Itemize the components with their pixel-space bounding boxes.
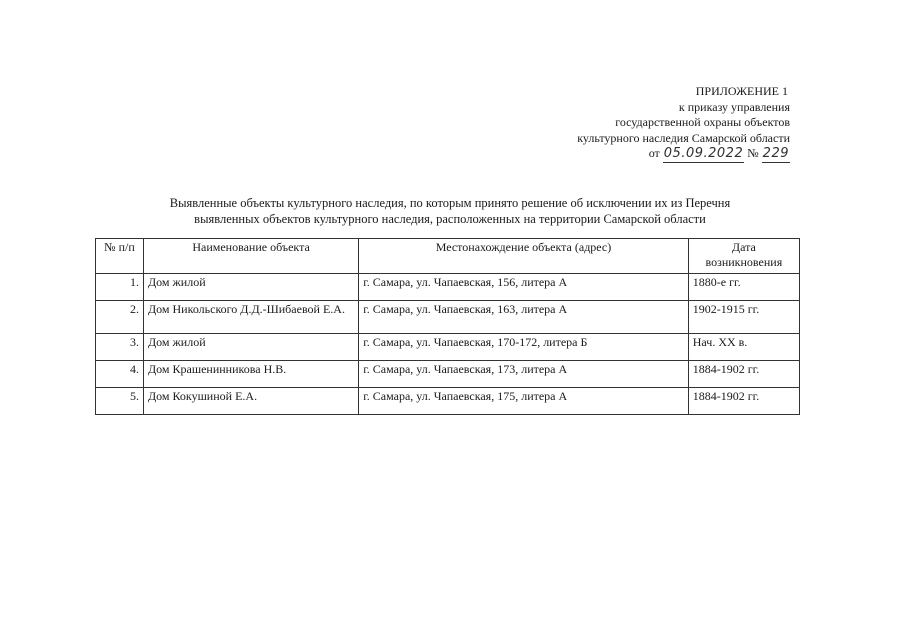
row-date: Нач. XX в. (688, 334, 799, 361)
table-header-row (96, 239, 800, 274)
row-num: 4. (96, 361, 144, 388)
row-num: 5. (96, 388, 144, 415)
order-date-number (540, 146, 790, 163)
appendix-header (540, 84, 790, 163)
table-row (96, 334, 800, 361)
header-address: Местонахождение объекта (адрес) (359, 239, 689, 274)
row-num: 1. (96, 274, 144, 301)
row-date: 1902-1915 гг. (688, 301, 799, 334)
order-line-1: к приказу управления (678, 99, 790, 114)
title-line-1: Выявленные объекты культурного наследия, по которым принято решение об исключении их из Перечня (169, 196, 731, 210)
row-name: Дом Кокушиной Е.А. (143, 388, 358, 415)
handwritten-number: 229 (762, 146, 789, 161)
date-prefix: от (648, 146, 660, 160)
heritage-objects-table (95, 238, 800, 415)
row-name: Дом жилой (143, 274, 358, 301)
row-date: 1880-е гг. (688, 274, 799, 301)
row-date: 1884-1902 гг. (688, 361, 799, 388)
appendix-label: ПРИЛОЖЕНИЕ 1 (695, 84, 788, 98)
row-date: 1884-1902 гг. (688, 388, 799, 415)
header-date: Дата возникновения (688, 239, 799, 274)
row-num: 3. (96, 334, 144, 361)
row-address: г. Самара, ул. Чапаевская, 170-172, литера Б (359, 334, 689, 361)
table-row (96, 388, 800, 415)
row-name: Дом Никольского Д.Д.-Шибаевой Е.А. (143, 301, 358, 334)
row-address: г. Самара, ул. Чапаевская, 156, литера А (359, 274, 689, 301)
row-num: 2. (96, 301, 144, 334)
table-row (96, 361, 800, 388)
header-name: Наименование объекта (143, 239, 358, 274)
row-name: Дом жилой (143, 334, 358, 361)
title-line-2: выявленных объектов культурного наследия, расположенных на территории Самарской области (194, 212, 706, 226)
row-address: г. Самара, ул. Чапаевская, 175, литера А (359, 388, 689, 415)
order-line-3: культурного наследия Самарской области (577, 130, 790, 145)
row-address: г. Самара, ул. Чапаевская, 173, литера А (359, 361, 689, 388)
order-line-2: государственной охраны объектов (615, 115, 790, 129)
handwritten-date: 05.09.2022 (663, 146, 744, 161)
document-title (100, 195, 800, 227)
number-prefix: № (747, 146, 759, 160)
row-name: Дом Крашенинникова Н.В. (143, 361, 358, 388)
table-row (96, 274, 800, 301)
header-num: № п/п (96, 239, 144, 274)
row-address: г. Самара, ул. Чапаевская, 163, литера А (359, 301, 689, 334)
table-row (96, 301, 800, 334)
